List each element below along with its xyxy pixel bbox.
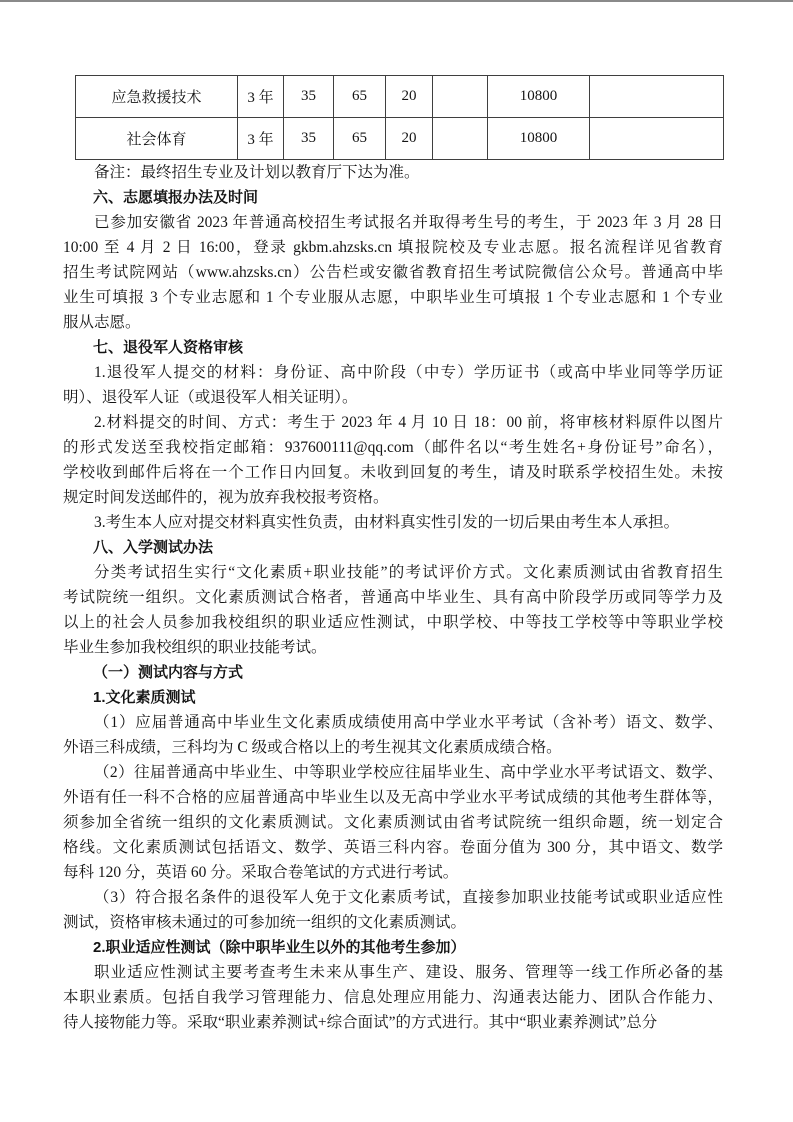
section-heading-3: 八、入学测试办法 [93,539,214,556]
body-text-line: 已参加安徽省 2023 年普通高校招生考试报名并取得考生号的考生，于 2023 年 3 月 28 日 [94,214,723,231]
table-row [76,76,724,118]
sub-heading: （一）测试内容与方式 [93,664,244,681]
table-cell: 社会体育 [76,118,238,160]
document-flow [63,185,723,1035]
table-note: 备注：最终招生专业及计划以教育厅下达为准。 [94,164,420,181]
body-text-line: 须参加全省统一组织的文化素质测试。文化素质测试由省考试院统一组织命题，统一划定合 [63,814,723,831]
document-content [63,75,723,1035]
body-text-line: 测试，资格审核未通过的可参加统一组织的文化素质测试。 [63,914,467,931]
section-heading-1: 六、志愿填报办法及时间 [93,189,259,206]
body-text-line: 本职业素质。包括自我学习管理能力、信息处理应用能力、沟通表达能力、团队合作能力、 [63,989,723,1006]
body-text-line: 考试院统一组织。文化素质测试合格者，普通高中毕业生、具有高中阶段学历或同等学力及 [63,589,723,606]
body-text-line: 2.材料提交的时间、方式：考生于 2023 年 4 月 10 日 18：00 前，将审核材料原件以图片 [94,414,723,431]
body-text-line: 服从志愿。 [63,314,141,331]
body-text-line: 分类考试招生实行“文化素质+职业技能”的考试评价方式。文化素质测试由省教育招生 [94,564,723,581]
table-cell: 10800 [488,118,590,160]
body-text-line: 规定时间发送邮件的，视为放弃我校报考资格。 [63,489,389,506]
body-text-line: 学校收到邮件后将在一个工作日内回复。未收到回复的考生，请及时联系学校招生处。未按 [63,464,723,481]
body-text-line: 业生可填报 3 个专业志愿和 1 个专业服从志愿，中职毕业生可填报 1 个专业志愿和 1 个专业 [63,289,723,306]
body-text-line: 毕业生参加我校组织的职业技能考试。 [63,639,327,656]
table-cell: 应急救援技术 [76,76,238,118]
sub-heading: 2.职业适应性测试（除中职毕业生以外的其他考生参加） [93,939,466,956]
sub-heading: 1.文化素质测试 [93,689,196,706]
table-cell [590,76,724,118]
table-cell: 35 [284,76,334,118]
body-text-line: 格线。文化素质测试包括语文、数学、英语三科内容。卷面分值为 300 分，其中语文、数学 [63,839,723,856]
plan-table-body [76,76,724,160]
body-text-line: 招生考试院网站（www.ahzsks.cn）公告栏或安徽省教育招生考试院微信公众号。普通高中毕 [63,264,723,281]
body-text-line: 以上的社会人员参加我校组织的职业适应性测试，中职学校、中等技工学校等中等职业学校 [63,614,723,631]
body-text-line: 外语三科成绩，三科均为 C 级或合格以上的考生视其文化素质成绩合格。 [63,739,562,756]
enrollment-plan-table [75,75,724,160]
body-text-line: 职业适应性测试主要考查考生未来从事生产、建设、服务、管理等一线工作所必备的基 [94,964,723,981]
body-text-line: 10:00 至 4 月 2 日 16:00，登录 gkbm.ahzsks.cn 填报院校及专业志愿。报名流程详见省教育 [63,239,723,256]
body-text-line: （1）应届普通高中毕业生文化素质成绩使用高中学业水平考试（含补考）语文、数学、 [94,714,723,731]
table-cell: 20 [386,76,433,118]
body-text-line: 外语有任一科不合格的应届普通高中毕业生以及无高中学业水平考试成绩的其他考生群体等， [63,789,723,806]
table-cell [590,118,724,160]
table-cell [433,118,488,160]
table-cell: 35 [284,118,334,160]
body-text-line: 明）、退役军人证（或退役军人相关证明）。 [63,389,358,406]
table-cell: 65 [334,76,386,118]
body-text-line: 待人接物能力等。采取“职业素养测试+综合面试”的方式进行。其中“职业素养测试”总分 [63,1014,658,1031]
table-cell: 10800 [488,76,590,118]
table-cell [433,76,488,118]
table-cell: 65 [334,118,386,160]
body-text-line: 每科 120 分，英语 60 分。采取合卷笔试的方式进行考试。 [63,864,459,881]
body-text-line: 的形式发送至我校指定邮箱：937600111@qq.com（邮件名以“考生姓名+身份证号”命名）， [63,439,723,456]
body-text-line: 3.考生本人应对提交材料真实性负责，由材料真实性引发的一切后果由考生本人承担。 [94,514,680,531]
table-cell: 3 年 [238,76,284,118]
table-row [76,118,724,160]
section-heading-2: 七、退役军人资格审核 [93,339,244,356]
page-top-rule [0,0,793,2]
table-cell: 3 年 [238,118,284,160]
table-cell: 20 [386,118,433,160]
body-text-line: （2）往届普通高中毕业生、中等职业学校应往届毕业生、高中学业水平考试语文、数学、 [94,764,723,781]
body-text-line: 1.退役军人提交的材料：身份证、高中阶段（中专）学历证书（或高中毕业同等学历证 [94,364,723,381]
body-text-line: （3）符合报名条件的退役军人免于文化素质考试，直接参加职业技能考试或职业适应性 [94,889,723,906]
